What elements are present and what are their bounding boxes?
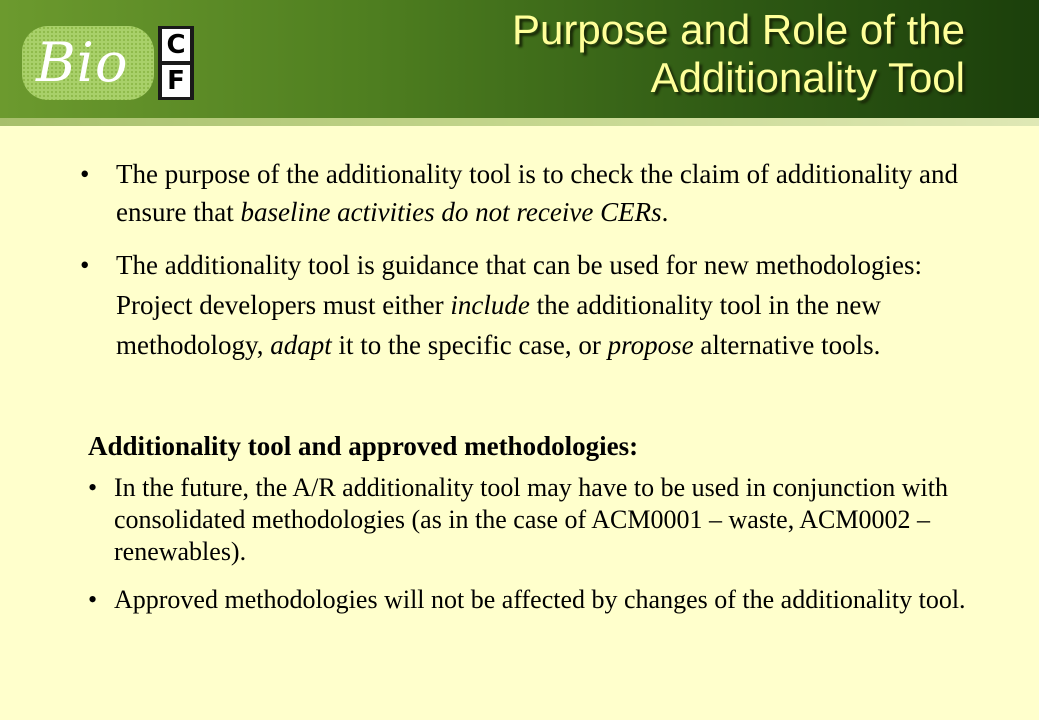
- italic-run: baseline activities do not receive CERs: [240, 197, 662, 227]
- bullet-text: [116, 159, 958, 227]
- text-run: The purpose of the additionality tool is to check the claim of additionality and ensure that: [116, 159, 959, 227]
- top-bullet-list: [80, 155, 980, 379]
- logo-cf-block: [158, 26, 194, 100]
- logo-bio-text: Bio: [36, 31, 129, 94]
- text-run: alternative tools.: [693, 330, 881, 360]
- italic-run: adapt: [270, 330, 332, 360]
- header-divider: [0, 118, 1039, 126]
- biocf-logo: [22, 26, 154, 100]
- bottom-bullet-list: [88, 472, 968, 632]
- italic-run: include: [450, 290, 530, 320]
- slide-title: [325, 6, 965, 102]
- text-run: The additionality tool is guidance that can be used for new methodologies: Project developers must either: [116, 250, 923, 320]
- text-run: the additionality tool in the new methodology,: [116, 290, 881, 360]
- list-item: [88, 584, 968, 616]
- list-item: [88, 472, 968, 568]
- bullet-icon: •: [80, 250, 90, 280]
- title-line-2: Additionality Tool: [650, 54, 965, 101]
- list-item: [80, 245, 980, 365]
- bullet-text: Approved methodologies will not be affected by changes of the additionality tool.: [114, 585, 966, 614]
- text-run: .: [661, 197, 669, 227]
- bullet-text: [116, 250, 922, 360]
- italic-run: propose: [607, 330, 694, 360]
- bullet-icon: •: [88, 585, 98, 614]
- logo-letter-c: C: [162, 29, 190, 61]
- section-heading: Additionality tool and approved methodologies:: [88, 431, 639, 461]
- bullet-text: In the future, the A/R additionality tool may have to be used in conjunction with consolidated methodologies (as in the case of ACM0001 – waste, ACM0002 – renewables).: [114, 473, 949, 566]
- bullet-icon: •: [80, 159, 90, 189]
- title-line-1: Purpose and Role of the: [512, 6, 965, 53]
- list-item: [80, 155, 980, 231]
- logo-letter-f: F: [162, 65, 190, 97]
- bullet-icon: •: [88, 473, 98, 502]
- text-run: it to the specific case, or: [331, 330, 608, 360]
